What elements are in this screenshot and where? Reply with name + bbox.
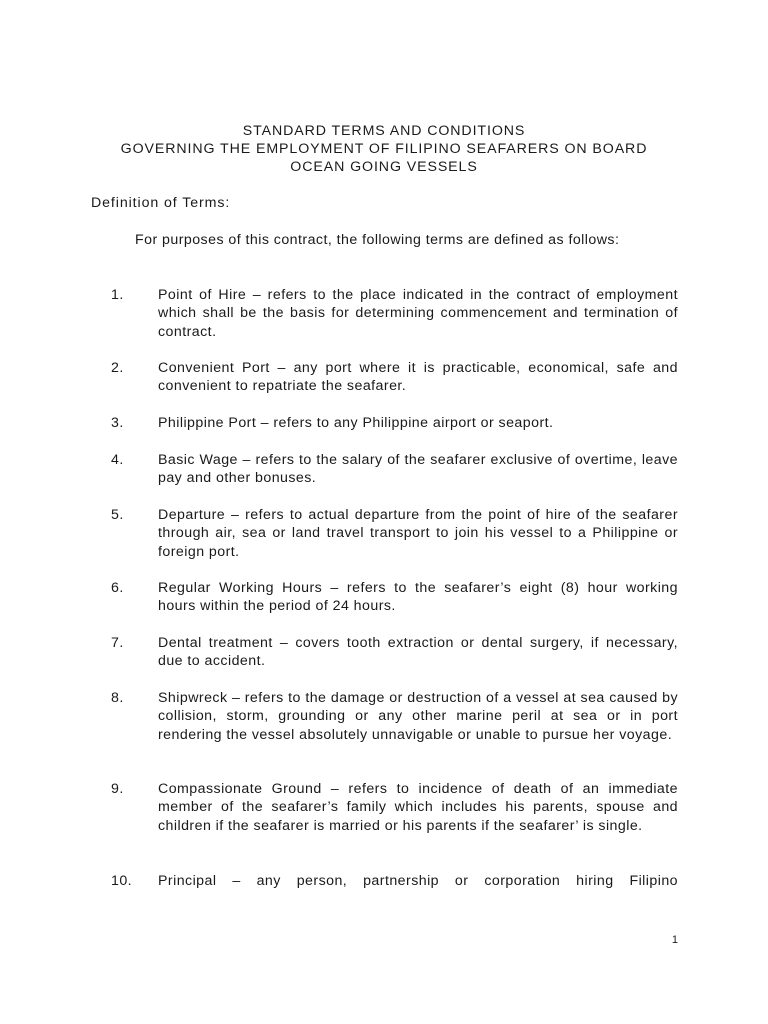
document-title-line-3: OCEAN GOING VESSELS <box>290 159 478 175</box>
definition-number: 2. <box>111 360 124 376</box>
definition-text: Compassionate Ground – refers to incidence of death of an immediate member of the seafarer’s family which includes his parents, spouse and children if the seafarer is married or his parents if the seafarer’ is single. <box>158 781 678 834</box>
definition-number: 6. <box>111 580 124 596</box>
definition-text: Shipwreck – refers to the damage or destruction of a vessel at sea caused by collision, storm, grounding or any other marine peril at sea or in port rendering the vessel absolutely unnavigable or unable to pursue her voyage. <box>158 690 678 743</box>
definition-text: Basic Wage – refers to the salary of the seafarer exclusive of overtime, leave pay and other bonuses. <box>158 452 678 487</box>
intro-paragraph: For purposes of this contract, the following terms are defined as follows: <box>135 232 620 248</box>
definition-number: 7. <box>111 635 124 651</box>
definition-text: Point of Hire – refers to the place indicated in the contract of employment which shall be the basis for determining commencement and termination of contract. <box>158 287 678 340</box>
definition-text: Convenient Port – any port where it is practicable, economical, safe and convenient to repatriate the seafarer. <box>158 360 678 395</box>
definition-number: 4. <box>111 452 124 468</box>
definition-number: 3. <box>111 415 124 431</box>
definition-text: Dental treatment – covers tooth extraction or dental surgery, if necessary, due to accident. <box>158 635 678 670</box>
document-title-line-2: GOVERNING THE EMPLOYMENT OF FILIPINO SEAFARERS ON BOARD <box>120 141 648 157</box>
definition-number: 10. <box>111 873 133 889</box>
definition-text: Philippine Port – refers to any Philippine airport or seaport. <box>158 415 554 431</box>
page-number: 1 <box>671 934 678 946</box>
definition-text: Regular Working Hours – refers to the seafarer’s eight (8) hour working hours within the period of 24 hours. <box>158 580 678 615</box>
definition-number: 5. <box>111 507 124 523</box>
definition-number: 1. <box>111 287 124 303</box>
definition-number: 8. <box>111 690 124 706</box>
definition-text: Departure – refers to actual departure from the point of hire of the seafarer through air, sea or land travel transport to join his vessel to a Philippine or foreign port. <box>158 507 678 560</box>
definition-number: 9. <box>111 781 124 797</box>
definition-text: Principal – any person, partnership or corporation hiring Filipino <box>158 873 678 889</box>
document-title-line-1: STANDARD TERMS AND CONDITIONS <box>242 123 526 139</box>
section-heading: Definition of Terms: <box>91 195 231 211</box>
